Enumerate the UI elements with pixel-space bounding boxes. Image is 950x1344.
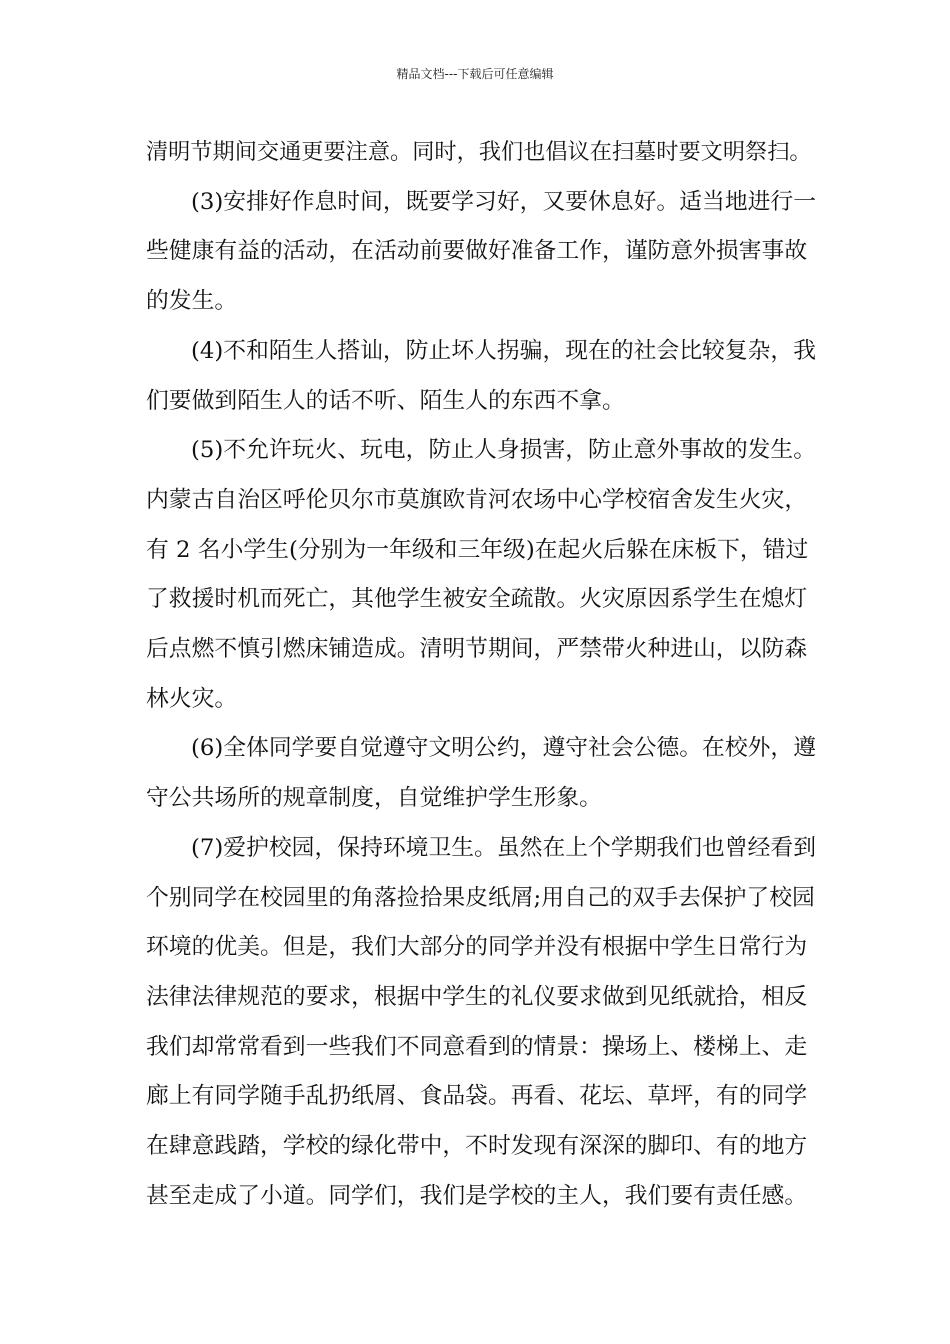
paragraph-line: 了救援时机而死亡，其他学生被安全疏散。火灾原因系学生在熄灯: [146, 586, 808, 613]
page-header: 精品文档---下载后可任意编辑: [396, 67, 554, 81]
paragraph-line: 我们却常常看到一些我们不同意看到的情景：操场上、楼梯上、走: [146, 1033, 808, 1060]
paragraph-first-line: (5)不允许玩火、玩电，防止人身损害，防止意外事故的发生。: [191, 437, 817, 464]
paragraph-line: 守公共场所的规章制度，自觉维护学生形象。: [146, 785, 602, 812]
paragraph-line: 清明节期间交通更要注意。同时，我们也倡议在扫墓时要文明祭扫。: [146, 139, 812, 165]
paragraph-first-line: (6)全体同学要自觉遵守文明公约，遵守社会公德。在校外，遵: [191, 735, 817, 762]
paragraph-line: 廊上有同学随手乱扔纸屑、食品袋。再看、花坛、草坪，有的同学: [146, 1083, 808, 1110]
paragraph-first-line: (4)不和陌生人搭讪，防止坏人拐骗，现在的社会比较复杂，我: [191, 337, 817, 364]
paragraph-line: 有 2 名小学生(分别为一年级和三年级)在起火后躲在床板下，错过: [146, 536, 809, 563]
paragraph-line: 的发生。: [146, 288, 238, 315]
paragraph-line: 后点燃不慎引燃床铺造成。清明节期间，严禁带火种进山，以防森: [146, 636, 808, 662]
paragraph-line: 内蒙古自治区呼伦贝尔市莫旗欧肯河农场中心学校宿舍发生火灾，: [146, 486, 808, 513]
paragraph-line: 在肆意践踏，学校的绿化带中，不时发现有深深的脚印、有的地方: [146, 1133, 808, 1159]
paragraph-line: 林火灾。: [146, 685, 238, 712]
paragraph-line: 个别同学在校园里的角落捡拾果皮纸屑;用自己的双手去保护了校园: [146, 884, 815, 911]
paragraph-line: 环境的优美。但是，我们大部分的同学并没有根据中学生日常行为: [146, 934, 808, 961]
paragraph-line: 甚至走成了小道。同学们，我们是学校的主人，我们要有责任感。: [146, 1182, 808, 1209]
paragraph-first-line: (7)爱护校园，保持环境卫生。虽然在上个学期我们也曾经看到: [191, 834, 817, 861]
paragraph-line: 些健康有益的活动，在活动前要做好准备工作，谨防意外损害事故: [146, 238, 808, 265]
paragraph-first-line: (3)安排好作息时间，既要学习好，又要休息好。适当地进行一: [191, 188, 817, 215]
paragraph-line: 们要做到陌生人的话不听、陌生人的东西不拿。: [146, 387, 625, 414]
paragraph-line: 法律法律规范的要求，根据中学生的礼仪要求做到见纸就拾，相反: [146, 983, 808, 1010]
